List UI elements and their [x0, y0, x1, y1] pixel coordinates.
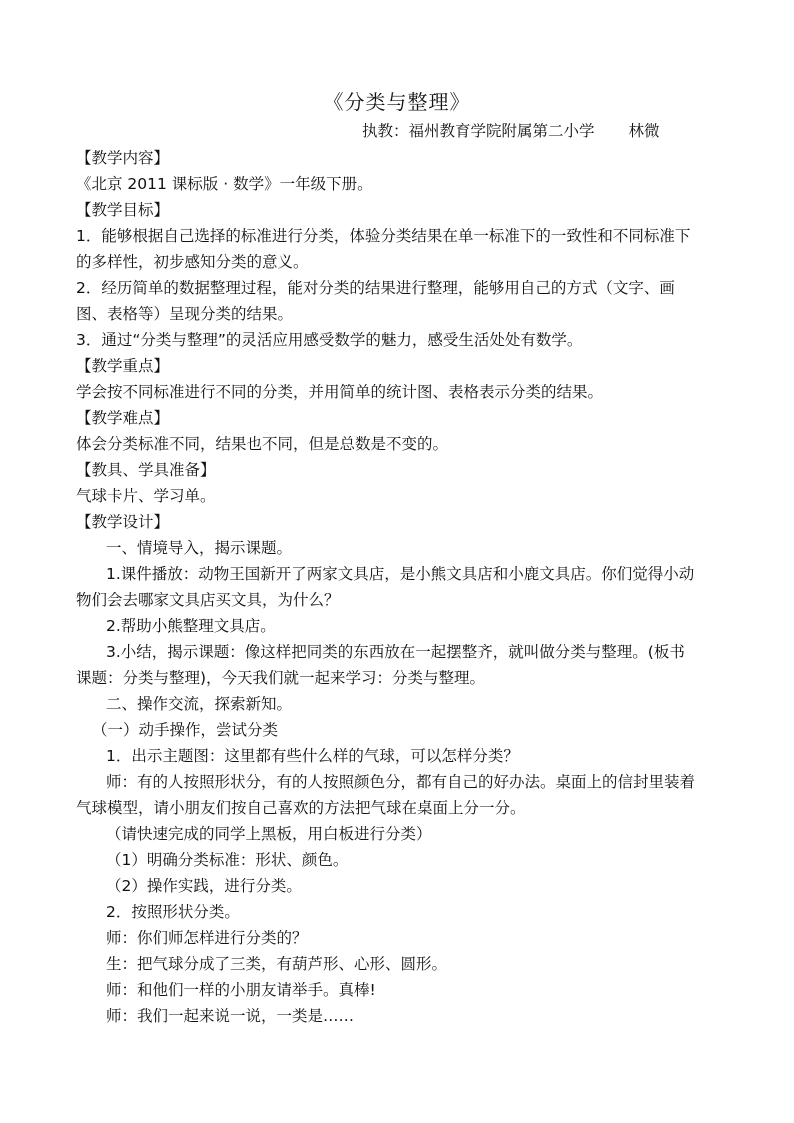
paragraph-line: 图、表格等）呈现分类的结果。	[76, 305, 294, 323]
paragraph-line: 的多样性，初步感知分类的意义。	[76, 253, 309, 271]
paragraph-line: 2.帮助小熊整理文具店。	[106, 617, 276, 635]
paragraph-line: （请快速完成的同学上黑板，用白板进行分类）	[106, 825, 432, 843]
section-heading: 【教学重点】	[76, 357, 170, 375]
section-heading: 【教学目标】	[76, 201, 170, 219]
section-heading: 【教学内容】	[76, 149, 170, 167]
byline-teacher: 林微	[628, 122, 660, 140]
paragraph-line: 2．按照形状分类。	[106, 903, 240, 921]
paragraph-line: 学会按不同标准进行不同的分类，并用简单的统计图、表格表示分类的结果。	[76, 383, 604, 401]
section-heading: 【教学难点】	[76, 409, 170, 427]
paragraph-line: （1）明确分类标准：形状、颜色。	[106, 851, 349, 869]
paragraph-line: （2）操作实践，进行分类。	[106, 877, 302, 895]
paragraph-line: 师：有的人按照形状分，有的人按照颜色分，都有自己的好办法。桌面上的信封里装着	[106, 773, 696, 791]
paragraph-line: 师：我们一起来说一说，一类是……	[106, 1007, 355, 1025]
byline	[362, 121, 660, 141]
paragraph-line: （一）动手操作，尝试分类	[92, 721, 279, 739]
paragraph-line: 气球模型，请小朋友们按自己喜欢的方法把气球在桌面上分一分。	[76, 799, 526, 817]
paragraph-line: 3.小结，揭示课题：像这样把同类的东西放在一起摆整齐，就叫做分类与整理。(板书	[106, 643, 685, 661]
document-title: 《分类与整理》	[323, 90, 471, 114]
paragraph-line: 《北京 2011 课标版 · 数学》一年级下册。	[76, 175, 373, 193]
paragraph-line: 1．出示主题图：这里都有些什么样的气球，可以怎样分类？	[106, 747, 519, 765]
paragraph-line: 体会分类标准不同，结果也不同，但是总数是不变的。	[76, 435, 449, 453]
paragraph-line: 2．经历简单的数据整理过程，能对分类的结果进行整理，能够用自己的方式（文字、画	[76, 279, 675, 297]
section-heading: 【教学设计】	[76, 513, 170, 531]
paragraph-line: 3．通过“分类与整理”的灵活应用感受数学的魅力，感受生活处处有数学。	[76, 331, 583, 349]
paragraph-line: 1．能够根据自己选择的标准进行分类，体验分类结果在单一标准下的一致性和不同标准下	[76, 227, 691, 245]
paragraph-line: 气球卡片、学习单。	[76, 487, 216, 505]
paragraph-line: 生：把气球分成了三类，有葫芦形、心形、圆形。	[106, 955, 448, 973]
paragraph-line: 一、情境导入，揭示课题。	[106, 539, 293, 557]
paragraph-line: 二、操作交流，探索新知。	[106, 695, 293, 713]
paragraph-line: 课题：分类与整理)，今天我们就一起来学习：分类与整理。	[76, 669, 486, 687]
paragraph-line: 1.课件播放：动物王国新开了两家文具店，是小熊文具店和小鹿文具店。你们觉得小动	[106, 565, 695, 583]
paragraph-line: 物们会去哪家文具店买文具，为什么？	[76, 591, 340, 609]
paragraph-line: 师：和他们一样的小朋友请举手。真棒!	[106, 981, 376, 999]
byline-school: 执教：福州教育学院附属第二小学	[362, 122, 595, 140]
paragraph-line: 师：你们师怎样进行分类的？	[106, 929, 308, 947]
section-heading: 【教具、学具准备】	[76, 461, 216, 479]
